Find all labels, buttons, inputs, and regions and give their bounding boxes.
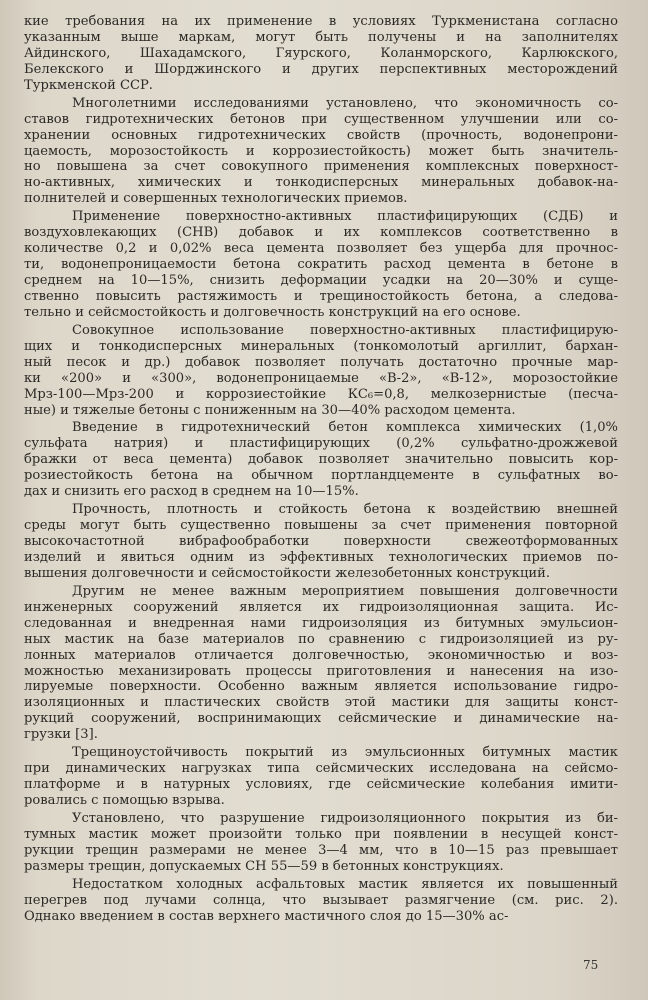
paragraph: [24, 811, 618, 875]
text-line: Недостатком холодных асфальтовых мастик является их повышенный: [72, 876, 618, 892]
text-line: грузки [3].: [24, 727, 98, 743]
text-line: среднем на 10—15%, снизить деформации усадки на 20—30% и суще-: [24, 273, 618, 288]
text-line: ти, водонепроницаемости бетона сократить расход цемента в бетоне в: [24, 257, 618, 273]
text-line: розиестойкость бетона на обычном портландцементе в сульфатных во-: [24, 468, 618, 484]
text-line: лируемые поверхности. Особенно важным является использование гидро-: [24, 679, 618, 695]
text-line: ных мастик на базе материалов по сравнению с гидроизоляцией из ру-: [24, 631, 618, 647]
paragraph: [24, 14, 618, 94]
text-line: бражки от веса цемента) добавок позволяет значительно повысить кор-: [24, 452, 618, 468]
text-line: инженерных сооружений является их гидроизоляционная защита. Ис-: [24, 599, 618, 615]
text-line: следованная и внедренная нами гидроизоляция из битумных эмульсион-: [24, 615, 618, 631]
paragraph: [24, 420, 618, 500]
paragraph: [24, 209, 618, 321]
text-line: Однако введением в состав верхнего мастичного слоя до 15—30% ас-: [24, 908, 509, 924]
text-line: Установлено, что разрушение гидроизоляционного покрытия из би-: [72, 810, 618, 826]
text-line: изоляционных и пластических свойств этой мастики для защиты конст-: [24, 695, 618, 711]
text-line: цаемость, морозостойкость и коррозиестойкость) может быть значитель-: [24, 143, 618, 159]
text-line: хранении основных гидротехнических свойств (прочность, водонепрони-: [24, 127, 618, 143]
text-line: тельно и сейсмостойкость и долговечность конструкций на его основе.: [24, 304, 521, 320]
text-line: Белекского и Шорджинского и других перспективных месторождений: [24, 61, 618, 77]
text-line: ставов гидротехнических бетонов при существенном улучшении или со-: [24, 111, 618, 127]
text-line: сульфата натрия) и пластифицирующих (0,2% сульфатно-дрожжевой: [24, 436, 618, 452]
text-line: рукции трещин размерами не менее 3—4 мм, что в 10—15 раз превышает: [24, 842, 618, 858]
page-number: 75: [583, 958, 599, 972]
body-text: [24, 14, 618, 925]
text-line: платформе и в натурных условиях, где сейсмические колебания имити-: [24, 777, 618, 793]
paragraph: [24, 584, 618, 743]
text-line: ный песок и др.) добавок позволяет получать достаточно прочные мар-: [24, 354, 618, 370]
text-line: рукций сооружений, воспринимающих сейсмические и динамические на-: [24, 711, 618, 727]
paragraph: [24, 502, 618, 582]
text-line: Туркменской ССР.: [24, 77, 153, 93]
text-line: но повышена за счет совокупного применения комплексных поверхност-: [24, 159, 618, 175]
text-line: ки «200» и «300», водонепроницаемые «В-2», «В-12», морозостойкие: [24, 370, 618, 386]
text-line: вышения долговечности и сейсмостойкости железобетонных конструкций.: [24, 565, 551, 581]
paragraph: [24, 96, 618, 208]
paragraph: [24, 745, 618, 809]
text-line: воздуховлекающих (СНВ) добавок и их комплексов соответственно в: [24, 225, 618, 241]
text-line: кие требования на их применение в условиях Туркменистана согласно: [24, 14, 618, 29]
text-line: перегрев под лучами солнца, что вызывает размягчение (см. рис. 2).: [24, 892, 618, 908]
text-line: Многолетними исследованиями установлено, что экономичность со-: [72, 95, 618, 111]
text-line: Другим не менее важным мероприятием повышения долговечности: [72, 583, 618, 599]
text-line: Айдинского, Шахадамского, Гяурского, Коланморского, Карлюкского,: [24, 45, 618, 61]
text-line: изделий и явиться одним из эффективных технологических приемов по-: [24, 549, 618, 565]
text-line: Применение поверхностно-активных пластифицирующих (СДБ) и: [72, 209, 618, 225]
text-line: при динамических нагрузках типа сейсмических исследована на сейсмо-: [24, 761, 618, 777]
text-line: полнителей и совершенных технологических приемов.: [24, 191, 408, 207]
text-line: щих и тонкодисперсных минеральных (тонкомолотый аргиллит, бархан-: [24, 338, 618, 354]
text-line: тумных мастик может произойти только при появлении в несущей конст-: [24, 826, 618, 842]
text-line: ровались с помощью взрыва.: [24, 793, 225, 808]
text-line: среды могут быть существенно повышены за счет применения повторной: [24, 518, 618, 534]
text-line: Совокупное использование поверхностно-активных пластифицирую-: [72, 322, 618, 338]
text-line: Трещиноустойчивость покрытий из эмульсионных битумных мастик: [72, 745, 618, 761]
text-line: но-активных, химических и тонкодисперсных минеральных добавок-на-: [24, 175, 618, 191]
text-line: указанным выше маркам, могут быть получены и на заполнителях: [24, 29, 618, 45]
text-line: дах и снизить его расход в среднем на 10—15%.: [24, 484, 359, 500]
text-line: размеры трещин, допускаемых СН 55—59 в бетонных конструкциях.: [24, 858, 504, 874]
text-line: Прочность, плотность и стойкость бетона к воздействию внешней: [72, 502, 618, 518]
text-line: Мрз-100—Мрз-200 и коррозиестойкие КС₆=0,8, мелкозернистые (песча-: [24, 386, 618, 402]
text-line: высокочастотной вибрафообработки поверхности свежеотформованных: [24, 534, 618, 549]
paragraph: [24, 323, 618, 419]
text-line: Введение в гидротехнический бетон комплекса химических (1,0%: [72, 420, 618, 436]
paragraph: [24, 877, 618, 925]
text-line: можностью механизировать процессы приготовления и нанесения на изо-: [24, 663, 618, 679]
text-line: ственно повысить растяжимость и трещиностойкость бетона, а следова-: [24, 288, 618, 304]
text-line: ные) и тяжелые бетоны с пониженным на 30—40% расходом цемента.: [24, 402, 516, 418]
text-line: лонных материалов отличается долговечностью, экономичностью и воз-: [24, 647, 618, 663]
text-line: количестве 0,2 и 0,02% веса цемента позволяет без ущерба для прочнос-: [24, 241, 618, 257]
